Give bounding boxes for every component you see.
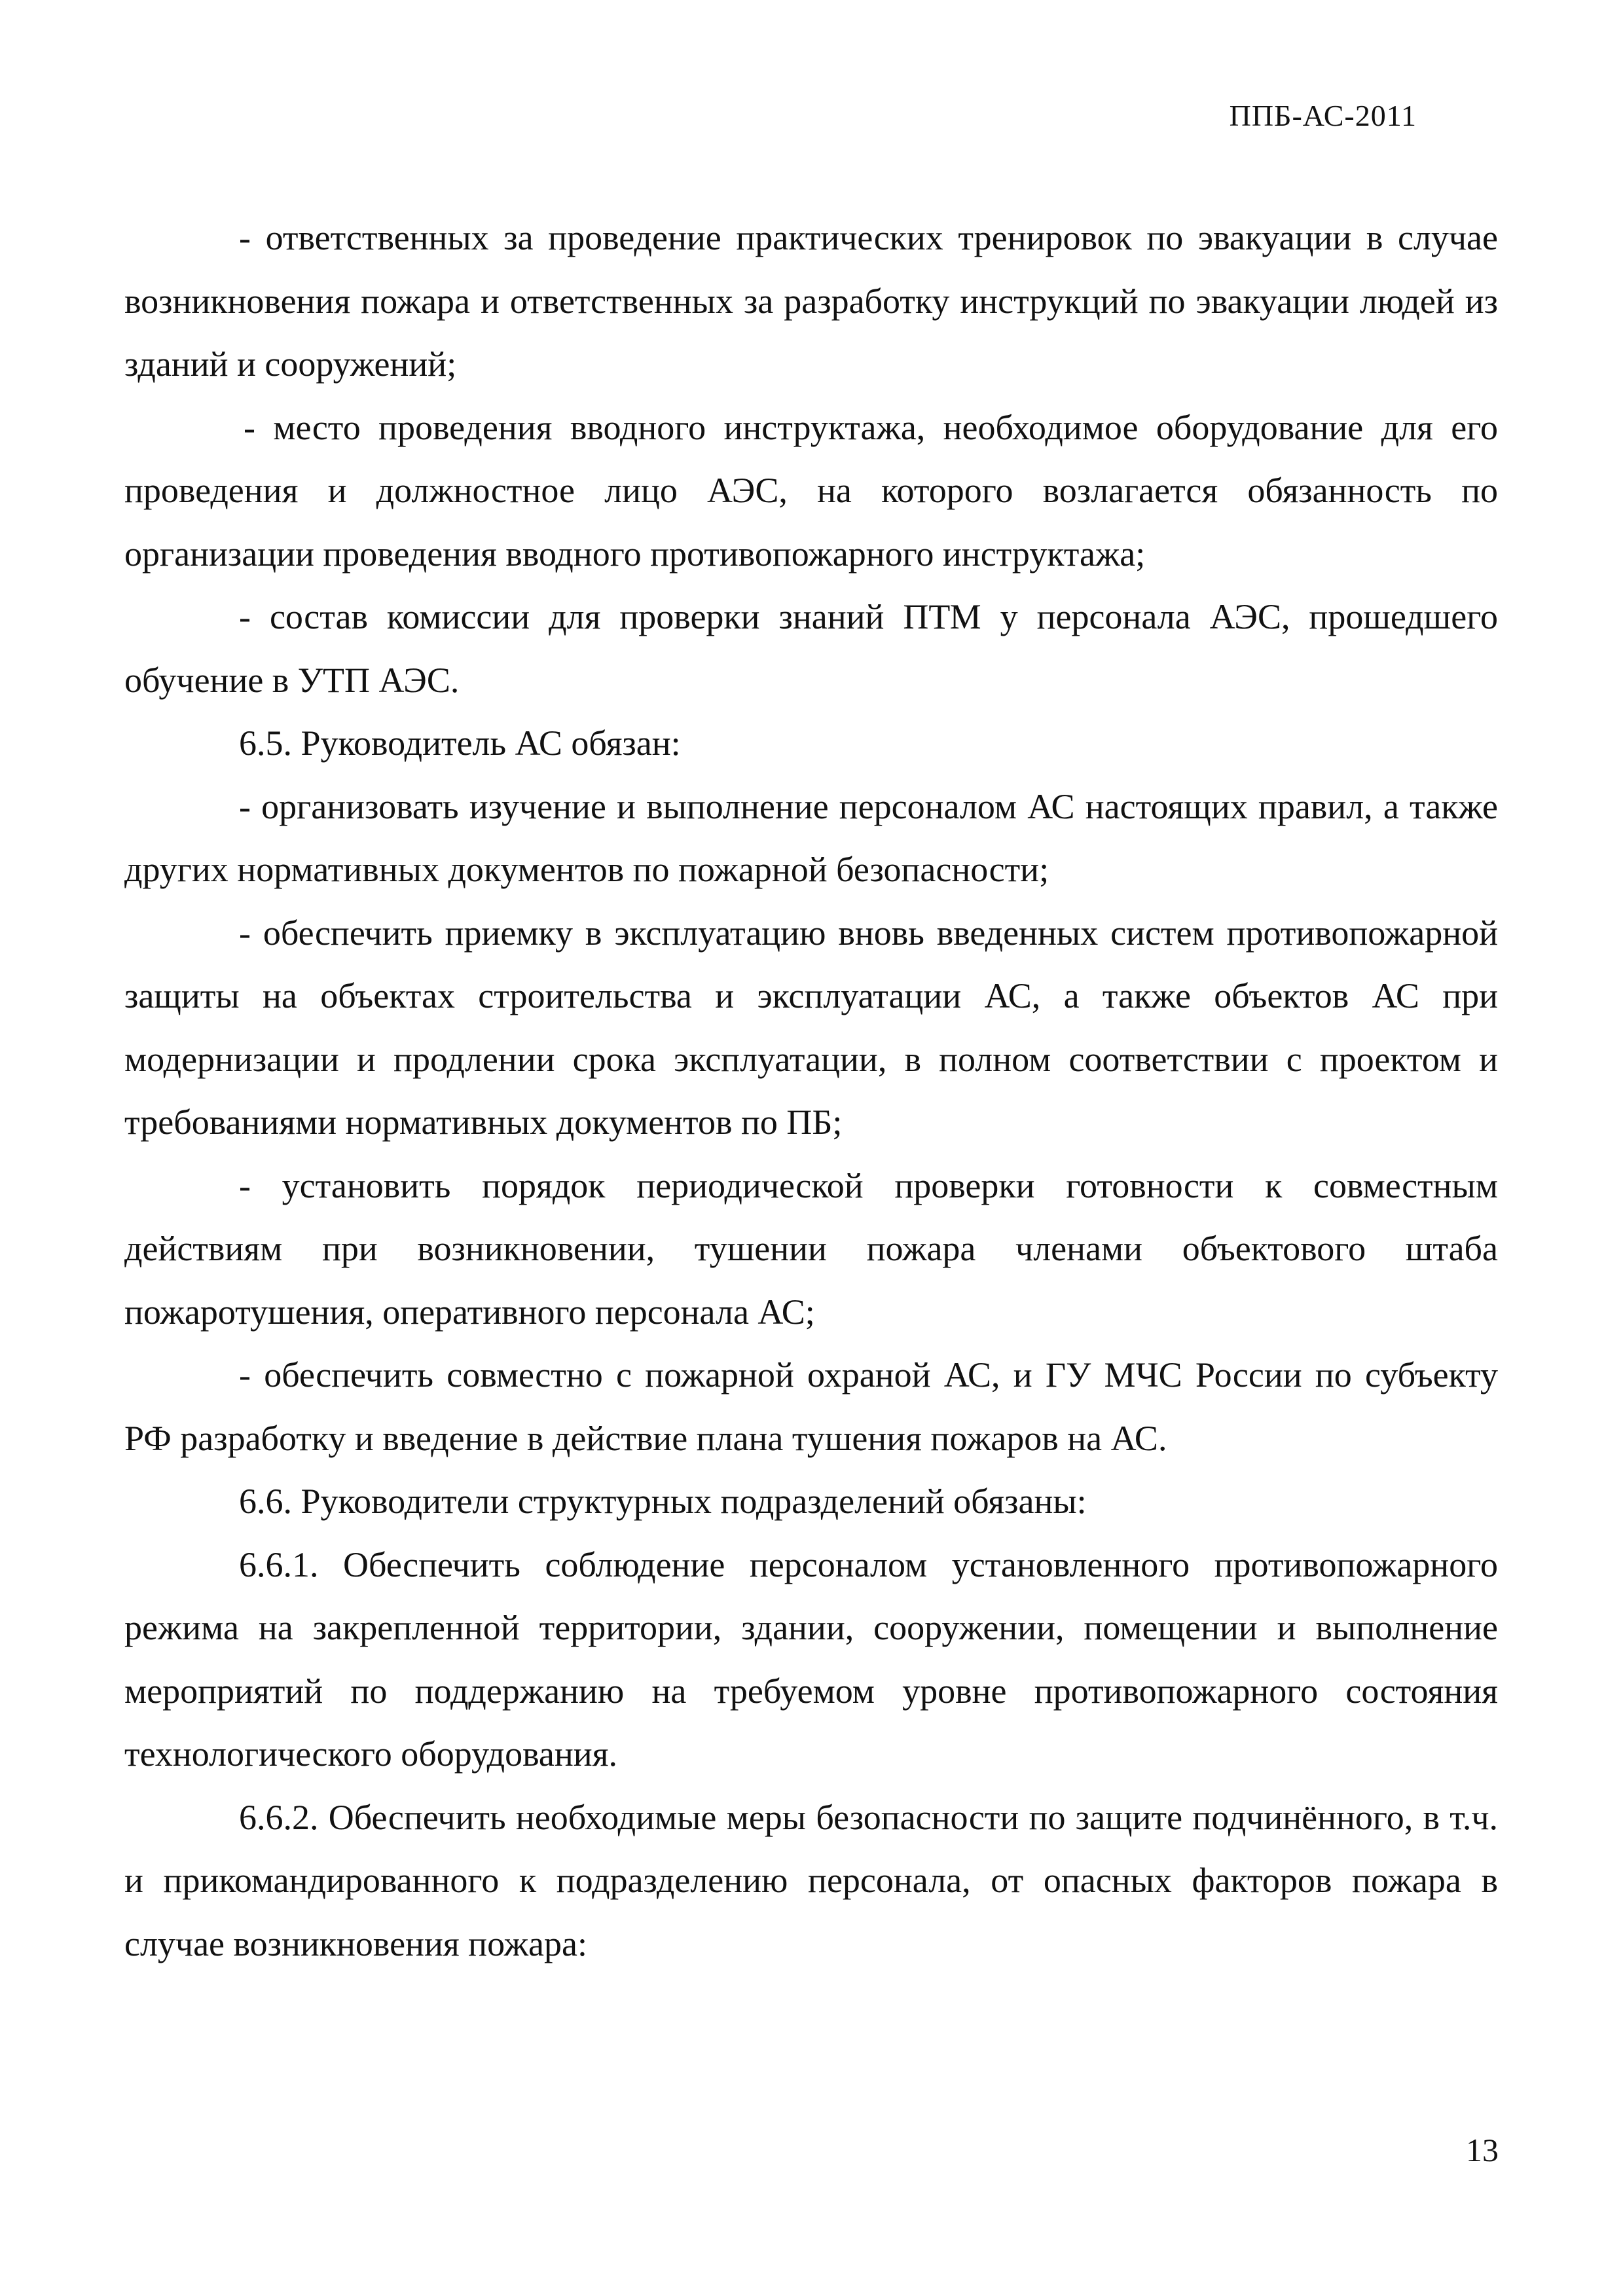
document-body: [124, 206, 1498, 1975]
paragraph-exam-commission: - состав комиссии для проверки знаний ПТМ у персонала АЭС, прошедшего обучение в УТП АЭС.: [124, 597, 1498, 700]
paragraph-induction-briefing: - место проведения вводного инструктажа, необходимое оборудование для его проведения и должностное лицо АЭС, на которого возлагается обязанность по организации проведения вводного противопожарного инструктажа;: [124, 407, 1498, 574]
document-code: ППБ-АС-2011: [1229, 99, 1417, 132]
page-number: 13: [1466, 2132, 1499, 2168]
paragraph-readiness-check: - установить порядок периодической проверки готовности к совместным действиям при возникновении, тушении пожара членами объектового штаба пожаротушения, оперативного персонала АС;: [124, 1165, 1498, 1332]
paragraph-ensure-acceptance: - обеспечить приемку в эксплуатацию вновь введенных систем противопожарной защиты на объектах строительства и эксплуатации АС, а также объектов АС при модернизации и продлении срока эксплуатации, в полном соответствии с проектом и требованиями нормативных документов по ПБ;: [124, 913, 1498, 1142]
paragraph-section-6-6-2: 6.6.2. Обеспечить необходимые меры безопасности по защите подчинённого, в т.ч. и прикомандированного к подразделению персонала, от опасных факторов пожара в случае возникновения пожара:: [124, 1797, 1498, 1963]
paragraph-section-6-5: 6.5. Руководитель АС обязан:: [239, 723, 681, 763]
paragraph-section-6-6-1: 6.6.1. Обеспечить соблюдение персоналом установленного противопожарного режима на закрепленной территории, здании, сооружении, помещении и выполнение мероприятий по поддержанию на требуемом уровне противопожарного состояния технологического оборудования.: [124, 1544, 1498, 1774]
paragraph-firefighting-plan: - обеспечить совместно с пожарной охраной АС, и ГУ МЧС России по субъекту РФ разработку и введение в действие плана тушения пожаров на АС.: [124, 1355, 1498, 1458]
paragraph-evacuation-responsibles: - ответственных за проведение практических тренировок по эвакуации в случае возникновения пожара и ответственных за разработку инструкций по эвакуации людей из зданий и сооружений;: [124, 218, 1498, 384]
paragraph-section-6-6: 6.6. Руководители структурных подразделений обязаны:: [239, 1482, 1087, 1521]
paragraph-organize-study: - организовать изучение и выполнение персоналом АС настоящих правил, а также других нормативных документов по пожарной безопасности;: [124, 786, 1498, 889]
